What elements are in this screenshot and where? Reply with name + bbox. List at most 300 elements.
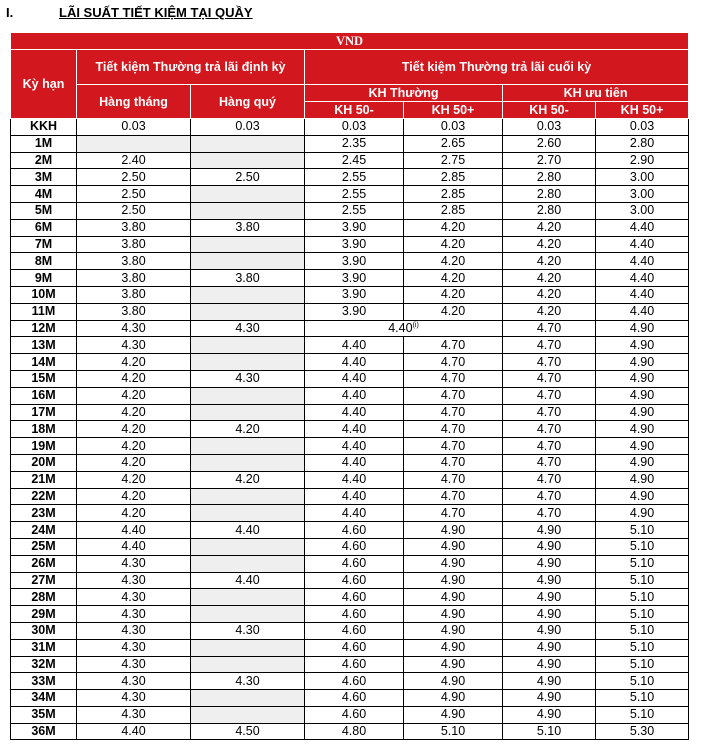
priority-over50-rate-cell: 4.40: [596, 303, 689, 320]
regular-over50-rate-cell: 4.90: [404, 589, 503, 606]
priority-over50-rate-cell: 4.90: [596, 320, 689, 337]
monthly-rate-cell: 3.80: [77, 270, 191, 287]
term-cell: 17M: [11, 404, 77, 421]
monthly-rate-cell: 4.30: [77, 656, 191, 673]
regular-over50-rate-cell: 4.70: [404, 387, 503, 404]
quarterly-header: Hàng quý: [191, 85, 305, 119]
regular-over50-rate-cell: 4.90: [404, 572, 503, 589]
periodic-interest-header: Tiết kiệm Thường trả lãi định kỳ: [77, 50, 305, 85]
quarterly-rate-cell: [191, 186, 305, 203]
monthly-rate-cell: 4.20: [77, 404, 191, 421]
priority-under50-header: KH 50-: [503, 102, 596, 119]
table-row: [11, 505, 689, 522]
priority-under50-rate-cell: 4.20: [503, 270, 596, 287]
section-heading: [6, 3, 696, 23]
table-row: [11, 454, 689, 471]
merged-rate-value: 4.40: [388, 320, 413, 335]
priority-under50-rate-cell: 4.90: [503, 606, 596, 623]
monthly-rate-cell: 4.40: [77, 538, 191, 555]
regular-over50-rate-cell: 2.85: [404, 186, 503, 203]
regular-under50-rate-cell: 2.45: [305, 152, 404, 169]
priority-over50-rate-cell: 5.10: [596, 706, 689, 723]
regular-under50-rate-cell: 2.55: [305, 186, 404, 203]
term-cell: 23M: [11, 505, 77, 522]
term-cell: 5M: [11, 202, 77, 219]
priority-over50-rate-cell: 2.90: [596, 152, 689, 169]
regular-over50-rate-cell: 4.70: [404, 354, 503, 371]
regular-over50-rate-cell: 4.90: [404, 639, 503, 656]
term-cell: 34M: [11, 690, 77, 707]
regular-under50-rate-cell: 4.40: [305, 370, 404, 387]
priority-under50-rate-cell: 4.70: [503, 337, 596, 354]
term-cell: 2M: [11, 152, 77, 169]
term-cell: 1M: [11, 135, 77, 152]
priority-customer-header: KH ưu tiên: [503, 85, 689, 102]
priority-over50-rate-cell: 5.10: [596, 589, 689, 606]
quarterly-rate-cell: [191, 354, 305, 371]
priority-under50-rate-cell: 4.70: [503, 471, 596, 488]
monthly-rate-cell: 4.20: [77, 505, 191, 522]
table-row: [11, 706, 689, 723]
quarterly-rate-cell: 4.40: [191, 572, 305, 589]
monthly-rate-cell: 4.20: [77, 488, 191, 505]
table-row: [11, 522, 689, 539]
quarterly-rate-cell: [191, 404, 305, 421]
term-cell: 14M: [11, 354, 77, 371]
term-header: Kỳ hạn: [11, 50, 77, 119]
quarterly-rate-cell: [191, 488, 305, 505]
priority-over50-rate-cell: 4.90: [596, 505, 689, 522]
regular-over50-rate-cell: 4.90: [404, 555, 503, 572]
quarterly-rate-cell: [191, 286, 305, 303]
priority-over50-rate-cell: 4.90: [596, 421, 689, 438]
monthly-rate-cell: 4.30: [77, 606, 191, 623]
quarterly-rate-cell: [191, 606, 305, 623]
quarterly-rate-cell: [191, 639, 305, 656]
table-row: [11, 370, 689, 387]
priority-under50-rate-cell: 4.90: [503, 690, 596, 707]
priority-over50-rate-cell: 4.40: [596, 270, 689, 287]
table-row: [11, 186, 689, 203]
regular-over50-rate-cell: 4.70: [404, 370, 503, 387]
regular-over50-rate-cell: 4.20: [404, 236, 503, 253]
monthly-rate-cell: 2.50: [77, 169, 191, 186]
term-cell: 4M: [11, 186, 77, 203]
priority-over50-rate-cell: 3.00: [596, 186, 689, 203]
regular-under50-rate-cell: 4.60: [305, 622, 404, 639]
regular-under50-rate-cell: 3.90: [305, 270, 404, 287]
monthly-rate-cell: 4.30: [77, 690, 191, 707]
table-row: [11, 236, 689, 253]
quarterly-rate-cell: 2.50: [191, 169, 305, 186]
table-row: [11, 202, 689, 219]
regular-over50-rate-cell: 0.03: [404, 119, 503, 136]
table-row: [11, 135, 689, 152]
priority-under50-rate-cell: 2.60: [503, 135, 596, 152]
priority-over50-rate-cell: 4.90: [596, 354, 689, 371]
priority-over50-rate-cell: 5.10: [596, 572, 689, 589]
quarterly-rate-cell: [191, 303, 305, 320]
regular-under50-header: KH 50-: [305, 102, 404, 119]
term-cell: 12M: [11, 320, 77, 337]
monthly-rate-cell: 4.20: [77, 438, 191, 455]
monthly-rate-cell: 3.80: [77, 253, 191, 270]
term-cell: 30M: [11, 622, 77, 639]
monthly-rate-cell: 4.20: [77, 387, 191, 404]
quarterly-rate-cell: [191, 202, 305, 219]
quarterly-rate-cell: [191, 438, 305, 455]
priority-over50-rate-cell: 5.30: [596, 723, 689, 740]
term-cell: 31M: [11, 639, 77, 656]
regular-under50-rate-cell: 4.40: [305, 505, 404, 522]
quarterly-rate-cell: 3.80: [191, 270, 305, 287]
regular-under50-rate-cell: 4.40: [305, 354, 404, 371]
table-row: [11, 622, 689, 639]
priority-under50-rate-cell: 4.90: [503, 522, 596, 539]
monthly-rate-cell: 2.50: [77, 202, 191, 219]
regular-over50-rate-cell: 4.70: [404, 337, 503, 354]
term-cell: 13M: [11, 337, 77, 354]
table-row: [11, 387, 689, 404]
priority-over50-rate-cell: 5.10: [596, 522, 689, 539]
monthly-rate-cell: 2.50: [77, 186, 191, 203]
monthly-rate-cell: 4.30: [77, 622, 191, 639]
priority-under50-rate-cell: 4.20: [503, 236, 596, 253]
regular-under50-rate-cell: 4.40: [305, 488, 404, 505]
priority-under50-rate-cell: 2.70: [503, 152, 596, 169]
priority-under50-rate-cell: 4.70: [503, 370, 596, 387]
quarterly-rate-cell: 0.03: [191, 119, 305, 136]
regular-under50-rate-cell: 4.60: [305, 656, 404, 673]
priority-over50-rate-cell: 0.03: [596, 119, 689, 136]
regular-under50-rate-cell: 4.60: [305, 589, 404, 606]
term-cell: 32M: [11, 656, 77, 673]
regular-under50-rate-cell: 4.40: [305, 438, 404, 455]
table-row: [11, 690, 689, 707]
table-row: [11, 303, 689, 320]
term-cell: 29M: [11, 606, 77, 623]
priority-over50-rate-cell: 4.90: [596, 471, 689, 488]
priority-under50-rate-cell: 4.90: [503, 706, 596, 723]
quarterly-rate-cell: 3.80: [191, 219, 305, 236]
regular-under50-rate-cell: 4.60: [305, 706, 404, 723]
table-row: [11, 354, 689, 371]
priority-under50-rate-cell: 4.20: [503, 286, 596, 303]
term-cell: 19M: [11, 438, 77, 455]
quarterly-rate-cell: [191, 152, 305, 169]
section-title: LÃI SUẤT TIẾT KIỆM TẠI QUẦY: [59, 5, 253, 20]
table-row: [11, 723, 689, 740]
monthly-rate-cell: 4.40: [77, 522, 191, 539]
rate-rows: [11, 119, 689, 740]
quarterly-rate-cell: 4.30: [191, 622, 305, 639]
table-row: [11, 538, 689, 555]
priority-under50-rate-cell: 4.90: [503, 673, 596, 690]
quarterly-rate-cell: 4.30: [191, 673, 305, 690]
priority-over50-rate-cell: 4.90: [596, 438, 689, 455]
priority-over50-rate-cell: 4.90: [596, 404, 689, 421]
regular-over50-rate-cell: 2.85: [404, 169, 503, 186]
monthly-rate-cell: 2.40: [77, 152, 191, 169]
regular-over50-rate-cell: 5.10: [404, 723, 503, 740]
monthly-rate-cell: 4.20: [77, 471, 191, 488]
priority-under50-rate-cell: 4.90: [503, 555, 596, 572]
term-cell: KKH: [11, 119, 77, 136]
priority-over50-rate-cell: 5.10: [596, 555, 689, 572]
table-row: [11, 404, 689, 421]
regular-under50-rate-cell: 3.90: [305, 236, 404, 253]
priority-over50-rate-cell: 4.90: [596, 387, 689, 404]
footnote-marker: (i): [412, 321, 419, 329]
monthly-rate-cell: 3.80: [77, 236, 191, 253]
priority-under50-rate-cell: 4.90: [503, 656, 596, 673]
table-row: [11, 555, 689, 572]
regular-under50-rate-cell: 4.40: [305, 454, 404, 471]
table-row: [11, 337, 689, 354]
regular-under50-rate-cell: 3.90: [305, 303, 404, 320]
term-cell: 16M: [11, 387, 77, 404]
table-row: [11, 673, 689, 690]
priority-under50-rate-cell: 4.70: [503, 387, 596, 404]
regular-over50-rate-cell: 4.20: [404, 303, 503, 320]
table-row: [11, 152, 689, 169]
priority-under50-rate-cell: 4.70: [503, 354, 596, 371]
priority-over50-rate-cell: 5.10: [596, 639, 689, 656]
term-cell: 27M: [11, 572, 77, 589]
regular-under50-rate-cell: 4.40: [305, 404, 404, 421]
quarterly-rate-cell: [191, 337, 305, 354]
regular-under50-rate-cell: 3.90: [305, 286, 404, 303]
term-cell: 15M: [11, 370, 77, 387]
priority-over50-rate-cell: 5.10: [596, 673, 689, 690]
monthly-rate-cell: 4.30: [77, 673, 191, 690]
table-row: [11, 639, 689, 656]
term-cell: 3M: [11, 169, 77, 186]
term-cell: 9M: [11, 270, 77, 287]
table-row: [11, 320, 689, 337]
regular-merged-rate-cell: [305, 320, 503, 337]
interest-rate-table: [10, 32, 689, 740]
regular-customer-header: KH Thường: [305, 85, 503, 102]
regular-over50-rate-cell: 2.75: [404, 152, 503, 169]
regular-under50-rate-cell: 4.40: [305, 337, 404, 354]
regular-under50-rate-cell: 4.60: [305, 690, 404, 707]
quarterly-rate-cell: [191, 253, 305, 270]
priority-under50-rate-cell: 2.80: [503, 202, 596, 219]
priority-under50-rate-cell: 0.03: [503, 119, 596, 136]
regular-over50-rate-cell: 4.70: [404, 421, 503, 438]
priority-over50-rate-cell: 5.10: [596, 538, 689, 555]
regular-under50-rate-cell: 4.60: [305, 572, 404, 589]
regular-under50-rate-cell: 2.55: [305, 169, 404, 186]
term-cell: 10M: [11, 286, 77, 303]
regular-over50-rate-cell: 4.70: [404, 488, 503, 505]
quarterly-rate-cell: 4.20: [191, 421, 305, 438]
priority-over50-rate-cell: 4.90: [596, 370, 689, 387]
table-row: [11, 589, 689, 606]
regular-over50-rate-cell: 4.90: [404, 622, 503, 639]
term-cell: 36M: [11, 723, 77, 740]
regular-over50-rate-cell: 2.85: [404, 202, 503, 219]
regular-under50-rate-cell: 4.60: [305, 538, 404, 555]
priority-over50-rate-cell: 5.10: [596, 606, 689, 623]
table-row: [11, 438, 689, 455]
term-cell: 20M: [11, 454, 77, 471]
regular-over50-rate-cell: 4.20: [404, 270, 503, 287]
quarterly-rate-cell: [191, 706, 305, 723]
term-cell: 7M: [11, 236, 77, 253]
table-row: [11, 169, 689, 186]
end-of-term-interest-header: Tiết kiệm Thường trả lãi cuối kỳ: [305, 50, 689, 85]
quarterly-rate-cell: [191, 505, 305, 522]
regular-over50-rate-cell: 4.70: [404, 505, 503, 522]
monthly-rate-cell: 3.80: [77, 286, 191, 303]
regular-under50-rate-cell: 3.90: [305, 219, 404, 236]
term-cell: 18M: [11, 421, 77, 438]
term-cell: 33M: [11, 673, 77, 690]
term-cell: 21M: [11, 471, 77, 488]
quarterly-rate-cell: 4.40: [191, 522, 305, 539]
regular-under50-rate-cell: 4.40: [305, 421, 404, 438]
regular-over50-rate-cell: 4.90: [404, 538, 503, 555]
monthly-rate-cell: 4.30: [77, 337, 191, 354]
monthly-rate-cell: 3.80: [77, 303, 191, 320]
priority-under50-rate-cell: 5.10: [503, 723, 596, 740]
table-row: [11, 219, 689, 236]
monthly-rate-cell: 4.20: [77, 454, 191, 471]
regular-over50-rate-cell: 4.70: [404, 454, 503, 471]
priority-under50-rate-cell: 4.90: [503, 538, 596, 555]
term-cell: 24M: [11, 522, 77, 539]
table-row: [11, 421, 689, 438]
term-cell: 28M: [11, 589, 77, 606]
priority-under50-rate-cell: 4.90: [503, 572, 596, 589]
term-cell: 6M: [11, 219, 77, 236]
section-number: I.: [6, 5, 14, 20]
priority-over50-rate-cell: 4.40: [596, 219, 689, 236]
priority-over50-rate-cell: 3.00: [596, 169, 689, 186]
term-cell: 25M: [11, 538, 77, 555]
regular-under50-rate-cell: 0.03: [305, 119, 404, 136]
monthly-rate-cell: 4.30: [77, 639, 191, 656]
priority-under50-rate-cell: 4.90: [503, 589, 596, 606]
regular-over50-rate-cell: 4.20: [404, 253, 503, 270]
regular-under50-rate-cell: 4.40: [305, 387, 404, 404]
term-cell: 8M: [11, 253, 77, 270]
priority-under50-rate-cell: 2.80: [503, 186, 596, 203]
regular-under50-rate-cell: 2.35: [305, 135, 404, 152]
priority-over50-rate-cell: 2.80: [596, 135, 689, 152]
priority-over50-rate-cell: 5.10: [596, 622, 689, 639]
quarterly-rate-cell: [191, 538, 305, 555]
priority-over50-rate-cell: 4.90: [596, 337, 689, 354]
priority-under50-rate-cell: 4.70: [503, 438, 596, 455]
priority-under50-rate-cell: 4.70: [503, 488, 596, 505]
regular-over50-rate-cell: 4.70: [404, 438, 503, 455]
priority-over50-header: KH 50+: [596, 102, 689, 119]
quarterly-rate-cell: [191, 555, 305, 572]
quarterly-rate-cell: [191, 454, 305, 471]
priority-under50-rate-cell: 4.90: [503, 622, 596, 639]
monthly-rate-cell: 4.20: [77, 370, 191, 387]
monthly-rate-cell: 4.20: [77, 421, 191, 438]
priority-over50-rate-cell: 4.40: [596, 253, 689, 270]
priority-under50-rate-cell: 4.70: [503, 454, 596, 471]
term-cell: 26M: [11, 555, 77, 572]
regular-under50-rate-cell: 4.80: [305, 723, 404, 740]
regular-under50-rate-cell: 4.60: [305, 606, 404, 623]
priority-under50-rate-cell: 4.70: [503, 404, 596, 421]
table-row: [11, 471, 689, 488]
regular-over50-rate-cell: 4.90: [404, 522, 503, 539]
monthly-header: Hàng tháng: [77, 85, 191, 119]
term-cell: 22M: [11, 488, 77, 505]
quarterly-rate-cell: 4.30: [191, 370, 305, 387]
priority-over50-rate-cell: 5.10: [596, 690, 689, 707]
regular-under50-rate-cell: 4.60: [305, 522, 404, 539]
quarterly-rate-cell: 4.50: [191, 723, 305, 740]
table-row: [11, 286, 689, 303]
priority-under50-rate-cell: 4.70: [503, 320, 596, 337]
regular-over50-rate-cell: 4.90: [404, 706, 503, 723]
priority-over50-rate-cell: 4.90: [596, 454, 689, 471]
regular-over50-rate-cell: 4.90: [404, 690, 503, 707]
regular-over50-rate-cell: 4.20: [404, 286, 503, 303]
monthly-rate-cell: 4.20: [77, 354, 191, 371]
priority-over50-rate-cell: 3.00: [596, 202, 689, 219]
priority-under50-rate-cell: 2.80: [503, 169, 596, 186]
term-cell: 11M: [11, 303, 77, 320]
priority-over50-rate-cell: 4.90: [596, 488, 689, 505]
quarterly-rate-cell: 4.30: [191, 320, 305, 337]
table-row: [11, 119, 689, 136]
monthly-rate-cell: 4.30: [77, 589, 191, 606]
quarterly-rate-cell: 4.20: [191, 471, 305, 488]
regular-over50-rate-cell: 4.70: [404, 404, 503, 421]
monthly-rate-cell: 4.30: [77, 320, 191, 337]
monthly-rate-cell: 4.30: [77, 572, 191, 589]
regular-over50-rate-cell: 2.65: [404, 135, 503, 152]
monthly-rate-cell: 4.30: [77, 706, 191, 723]
regular-over50-rate-cell: 4.70: [404, 471, 503, 488]
priority-under50-rate-cell: 4.70: [503, 421, 596, 438]
regular-over50-header: KH 50+: [404, 102, 503, 119]
table-row: [11, 253, 689, 270]
regular-over50-rate-cell: 4.90: [404, 673, 503, 690]
regular-under50-rate-cell: 4.60: [305, 555, 404, 572]
monthly-rate-cell: 0.03: [77, 119, 191, 136]
monthly-rate-cell: 3.80: [77, 219, 191, 236]
regular-under50-rate-cell: 2.55: [305, 202, 404, 219]
quarterly-rate-cell: [191, 387, 305, 404]
priority-under50-rate-cell: 4.70: [503, 505, 596, 522]
quarterly-rate-cell: [191, 589, 305, 606]
priority-under50-rate-cell: 4.90: [503, 639, 596, 656]
table-row: [11, 488, 689, 505]
table-row: [11, 656, 689, 673]
regular-over50-rate-cell: 4.20: [404, 219, 503, 236]
quarterly-rate-cell: [191, 690, 305, 707]
regular-under50-rate-cell: 4.60: [305, 673, 404, 690]
monthly-rate-cell: [77, 135, 191, 152]
currency-header: VND: [11, 33, 689, 50]
quarterly-rate-cell: [191, 236, 305, 253]
monthly-rate-cell: 4.30: [77, 555, 191, 572]
table-row: [11, 606, 689, 623]
regular-under50-rate-cell: 4.60: [305, 639, 404, 656]
regular-over50-rate-cell: 4.90: [404, 656, 503, 673]
priority-under50-rate-cell: 4.20: [503, 253, 596, 270]
